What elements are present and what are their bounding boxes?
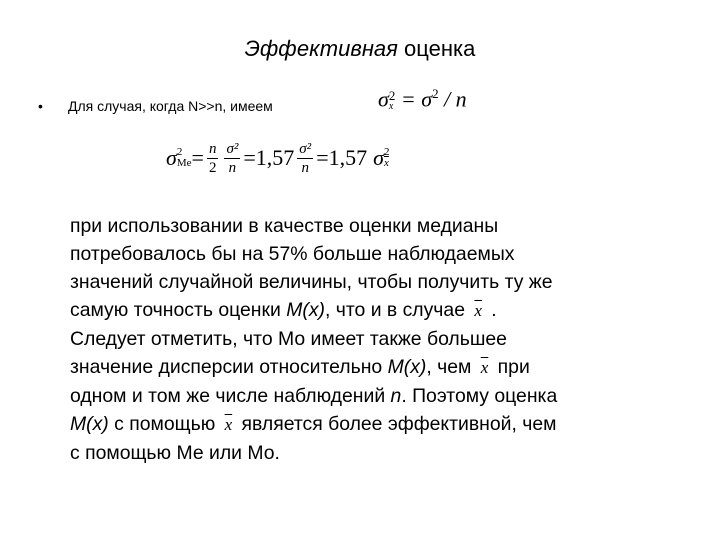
divide-n: / n bbox=[438, 86, 467, 112]
text-run: . Поэтому оценка bbox=[401, 385, 558, 407]
paragraph-line: при использовании в качестве оценки медианы bbox=[70, 215, 499, 237]
bullet-marker: • bbox=[38, 98, 43, 114]
paragraph-line: Следует отметить, что Мо имеет также большее bbox=[70, 328, 507, 350]
square-exponent: 2 bbox=[432, 86, 439, 101]
xbar-symbol: $\overline{x}$ bbox=[474, 301, 482, 320]
fraction-numerator: σ² bbox=[226, 140, 239, 157]
bullet-text: Для случая, когда N>>n, имеем bbox=[68, 98, 273, 114]
text-run: является более эффективной, чем bbox=[236, 413, 557, 435]
paragraph-line bbox=[70, 296, 690, 325]
sigma-indices bbox=[177, 147, 192, 169]
expectation-term: M(x) bbox=[387, 356, 427, 378]
square-exponent: 2 bbox=[176, 146, 183, 158]
variance-formula-mean bbox=[378, 86, 467, 112]
sigma-symbol: σ bbox=[378, 86, 389, 112]
paragraph-line: значений случайной величины, чтобы получить ту же bbox=[70, 271, 553, 293]
expectation-term: M(x) bbox=[70, 413, 109, 435]
paragraph-line bbox=[70, 353, 690, 382]
fraction-sigma-over-n bbox=[297, 140, 313, 177]
fraction-denominator: n bbox=[228, 159, 237, 176]
equals-sign: = bbox=[191, 145, 204, 170]
text-run: одном и том же числе наблюдений bbox=[70, 385, 391, 407]
text-run: значение дисперсии относительно bbox=[70, 356, 388, 378]
coefficient: 1,57 bbox=[328, 145, 368, 170]
fraction-numerator: n bbox=[208, 140, 217, 157]
square-exponent: 2 bbox=[383, 146, 390, 158]
variance-formula-median bbox=[166, 132, 389, 184]
fraction-n-over-2 bbox=[207, 140, 219, 177]
paragraph-line bbox=[70, 382, 690, 410]
paragraph-line: с помощью Ме или Мо. bbox=[70, 442, 280, 464]
title-regular-part: оценка bbox=[397, 36, 476, 61]
fraction-sigma-over-n bbox=[224, 140, 240, 177]
expectation-term: M(x) bbox=[286, 299, 325, 321]
sigma-symbol: σ bbox=[166, 145, 177, 170]
fraction-denominator: 2 bbox=[208, 159, 217, 176]
equals-sign: = bbox=[316, 145, 329, 170]
fraction-numerator: σ² bbox=[299, 140, 312, 157]
sigma-symbol: σ bbox=[373, 145, 384, 170]
text-run: , что и в случае bbox=[324, 299, 471, 321]
me-subscript: Me bbox=[176, 157, 192, 169]
slide-title bbox=[0, 36, 720, 62]
sigma-indices bbox=[384, 147, 390, 169]
paragraph-line: потребовалось бы на 57% больше наблюдаемых bbox=[70, 243, 515, 265]
paragraph-line bbox=[70, 410, 690, 439]
body-paragraph bbox=[70, 212, 690, 467]
square-exponent: 2 bbox=[388, 88, 396, 104]
title-italic-part: Эффективная bbox=[244, 36, 398, 61]
text-run: , чем bbox=[426, 356, 477, 378]
text-run: самую точность оценки bbox=[70, 299, 287, 321]
xbar-symbol: $\overline{x}$ bbox=[224, 415, 233, 434]
equals-sign: = bbox=[243, 145, 256, 170]
xbar-symbol: $\overline{x}$ bbox=[480, 358, 489, 377]
fraction-denominator: n bbox=[301, 159, 309, 176]
x-subscript: x bbox=[388, 101, 394, 113]
text-run: с помощью bbox=[108, 413, 221, 435]
text-run: . bbox=[485, 299, 497, 321]
equals-sigma: = σ bbox=[395, 86, 433, 112]
xbar-subscript: $\overline{x}$ bbox=[383, 157, 389, 169]
coefficient: 1,57 bbox=[255, 145, 295, 170]
bullet-item bbox=[38, 97, 273, 115]
n-term: n bbox=[390, 385, 402, 407]
text-run: при bbox=[492, 356, 530, 378]
